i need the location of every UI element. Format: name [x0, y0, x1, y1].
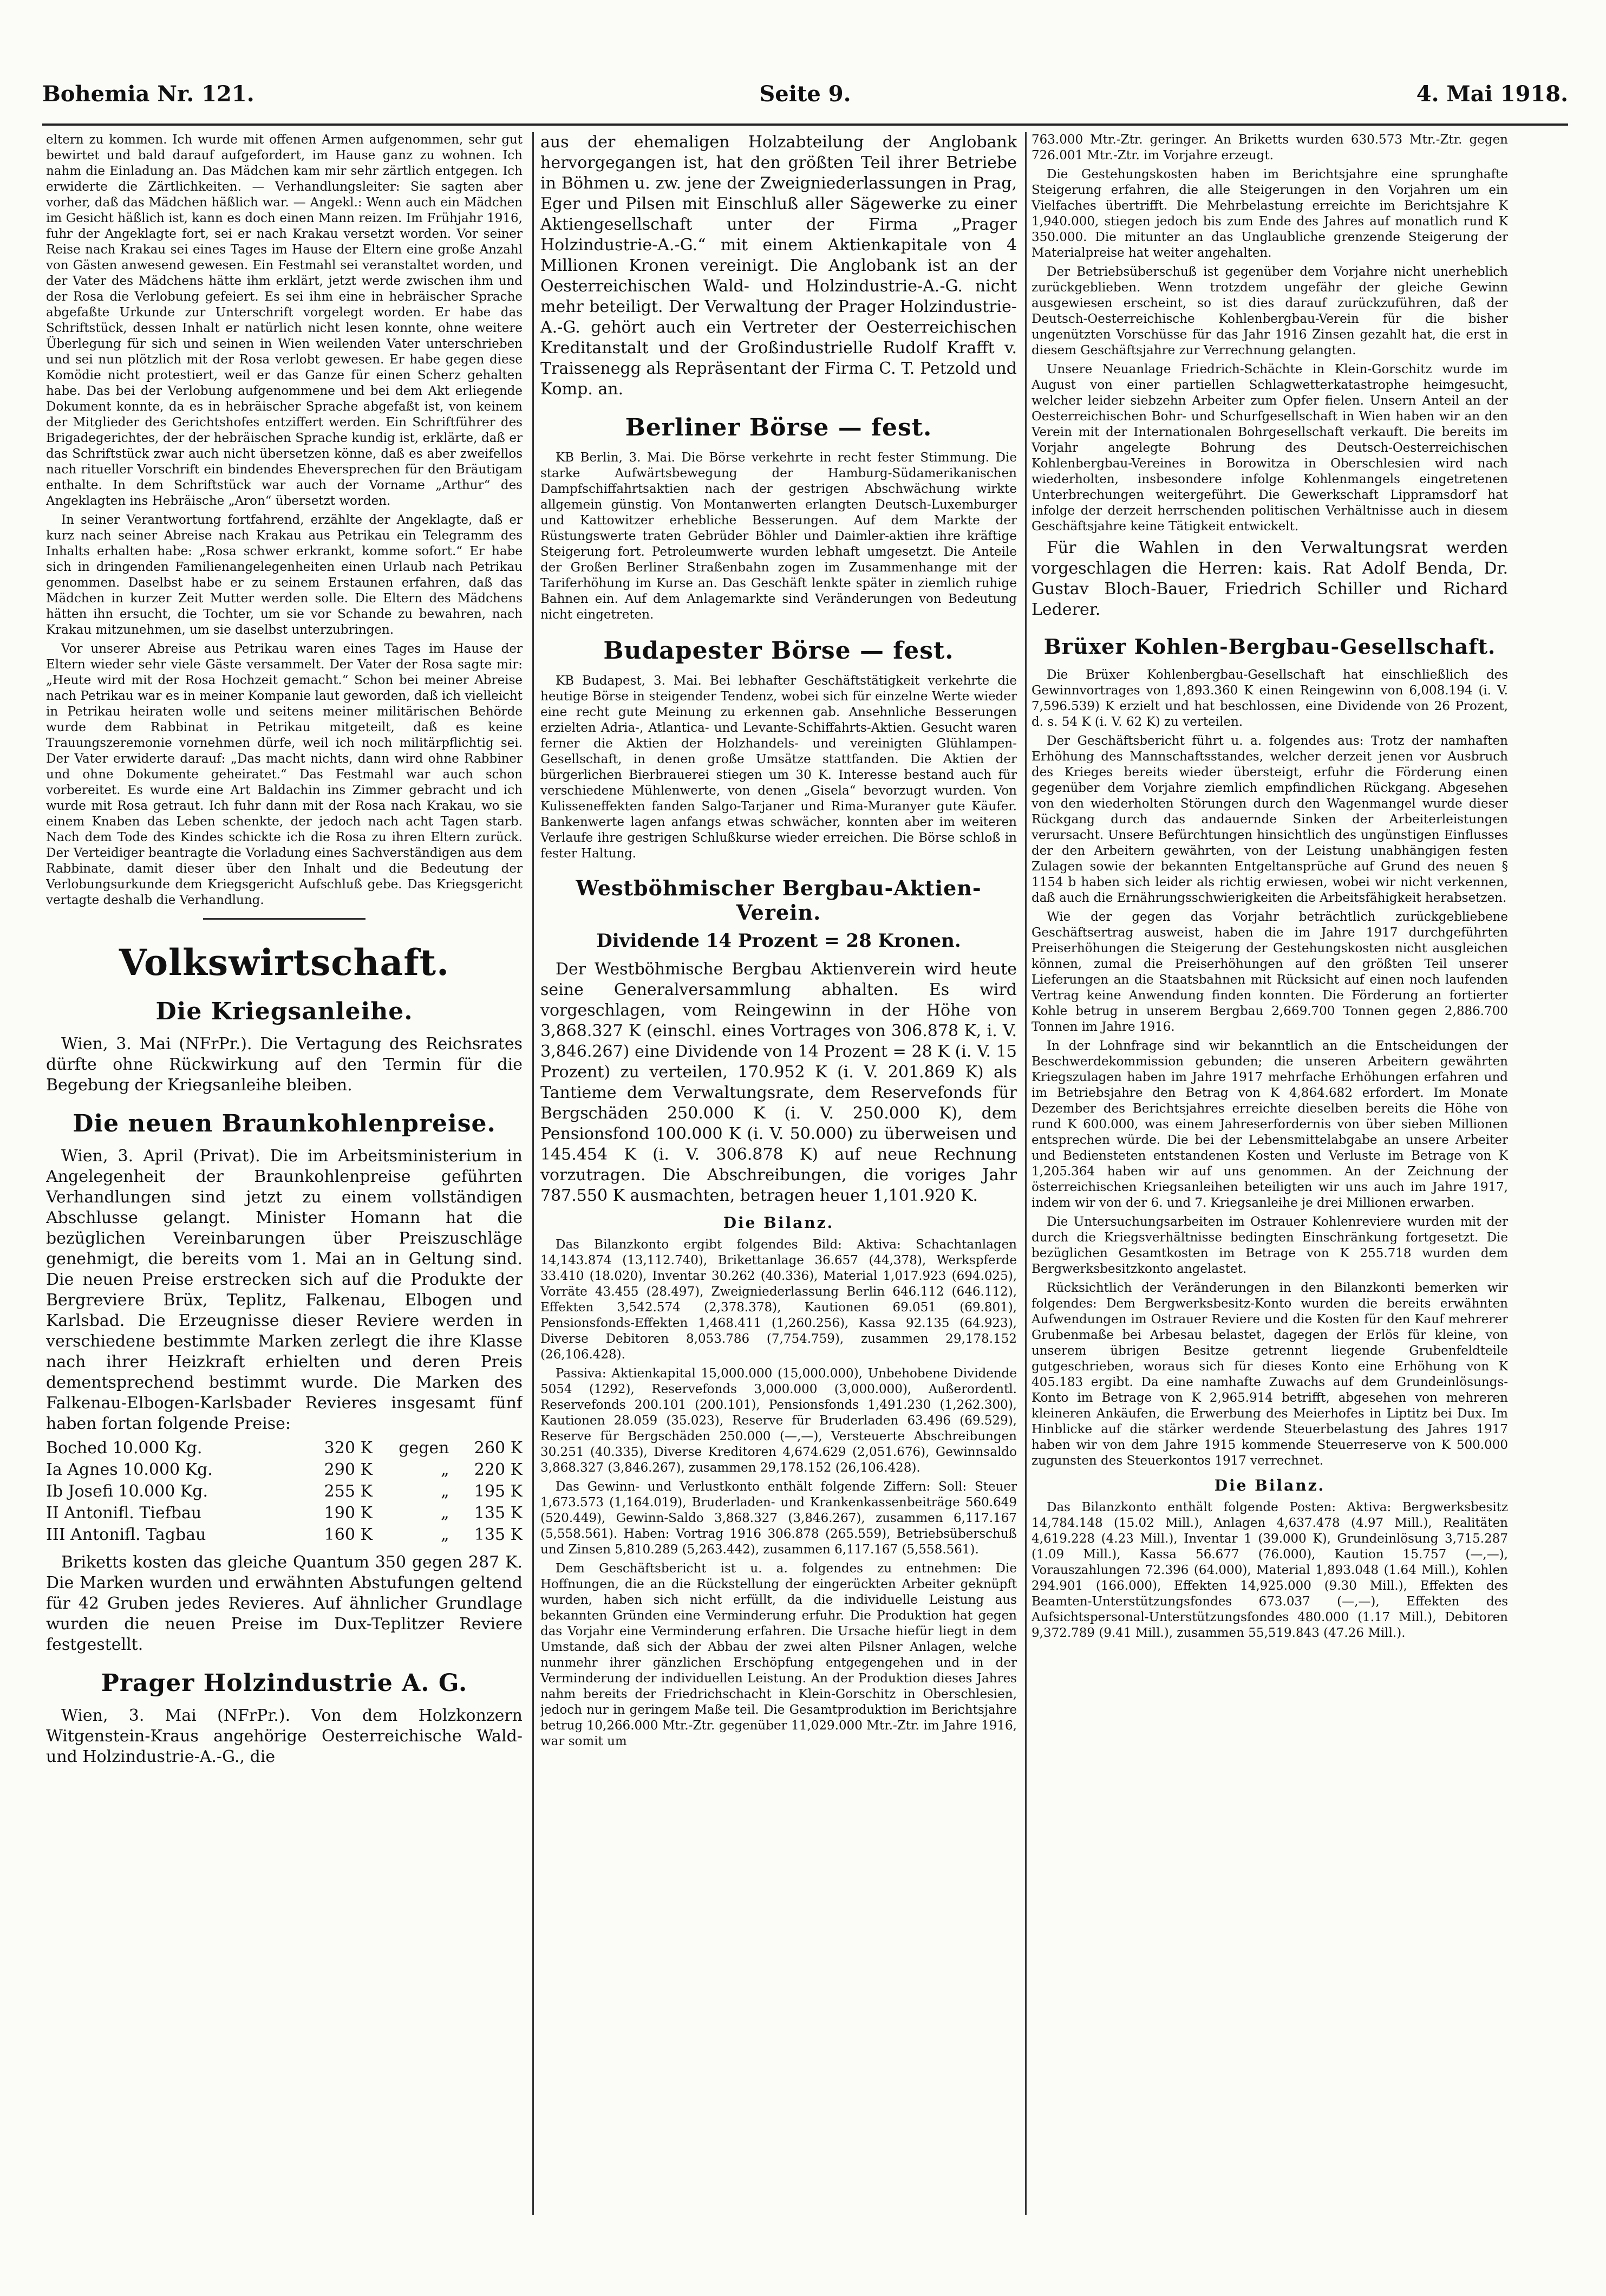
table-row	[46, 1438, 523, 1459]
article-subtitle: Die Bilanz.	[723, 1214, 834, 1232]
price-new: 290 K	[324, 1460, 373, 1479]
article-paragraph: Die Untersuchungsarbeiten im Ostrauer Kohlenreviere wurden mit der durch die Kriegsverhältnisse bedingten Einschränkung fortgesetzt. Die bezüglichen Gesamtkosten im Betrage von K 255.718 wurden dem Bergwerksbesitzkonto angelastet.	[1032, 1215, 1508, 1276]
article-headline: Westböhmischer Bergbau-Aktien-Verein.	[576, 876, 982, 925]
price-new: 255 K	[324, 1482, 373, 1501]
price-old: 135 K	[474, 1525, 523, 1544]
price-brand: III Antonifl. Tagbau	[46, 1525, 206, 1544]
article-paragraph: KB Berlin, 3. Mai. Die Börse verkehrte in recht fester Stimmung. Die starke Aufwärtsbewegung der Hamburg-Südamerikanischen Dampfschiffahrtsaktien nach der gestrigen Abschwächung wirkte allgemein günstig. Von Montanwerten erlangten Deutsch-Luxemburger und Kattowitzer erhebliche Besserungen. Auf dem Markte der Rüstungswerte traten Gebrüder Böhler und Daimler-aktien ihre kräftige Steigerung fort. Petroleumwerte wurden lebhaft umgesetzt. Die Anteile der Großen Berliner Straßenbahn zogen im Zusammenhange mit der Tariferhöhung im Kurse an. Das Geschäft lenkte später in ziemlich ruhige Bahnen ein. Auf dem Anlagemarkte sind Veränderungen von Bedeutung nicht eingetreten.	[540, 451, 1017, 622]
price-brand: Ia Agnes 10.000 Kg.	[46, 1460, 213, 1479]
article-paragraph: Dem Geschäftsbericht ist u. a. folgendes zu entnehmen: Die Hoffnungen, die an die Rückstellung der eingerückten Arbeiter geknüpft wurden, haben sich nicht erfüllt, da die individuelle Leistung aus bekannten Gründen eine Verminderung erfuhr. Die Produktion hat gegen das Vorjahr eine Verminderung erfahren. Die Ursache hiefür liegt in dem Umstande, daß sich der Abbau der zwei alten Pilsner Anlagen, welche nunmehr ihrer gänzlichen Erschöpfung entgegengehen und in der Verminderung der individuellen Leistung. An der Produktion dieses Jahres nahm bereits der Friedrichschacht in Klein-Gorschitz in Oberschlesien, jedoch nur in geringem Maße teil. Die Gesamtproduktion im Berichtsjahre betrug 10,266.000 Mtr.-Ztr. gegenüber 11,029.000 Mtr.-Ztr. im Jahre 1916, war somit um	[540, 1562, 1017, 1748]
article-paragraph: Der Betriebsüberschuß ist gegenüber dem Vorjahre nicht unerheblich zurückgeblieben. Wenn trotzdem ungefähr der gleiche Gewinn ausgewiesen erscheint, so ist dies darauf zurückzuführen, daß der Deutsch-Oesterreichische Kohlenbergbau-Verein für die bisher ungenützten Vorschüsse für das Jahr 1916 Zinsen gezahlt hat, die erst in diesem Geschäftsjahre zur Verrechnung gelangten.	[1032, 265, 1508, 357]
price-sep: „	[440, 1460, 449, 1479]
issue-date: 4. Mai 1918.	[1416, 81, 1568, 107]
header-rule	[42, 123, 1568, 126]
table-row	[46, 1459, 523, 1481]
article-paragraph: aus der ehemaligen Holzabteilung der Anglobank hervorgegangen ist, hat den größten Teil ihrer Betriebe in Böhmen u. zw. jene der Zweigniederlassungen in Prag, Eger und Pilsen mit Einschluß aller Sägewerke zu einer Aktiengesellschaft unter der Firma „Prager Holzindustrie-A.-G.“ mit einem Aktienkapitale von 4 Millionen Kronen vereinigt. Die Anglobank ist an der Oesterreichischen Wald- und Holzindustrie-A.-G. nicht mehr beteiligt. Der Verwaltung der Prager Holzindustrie-A.-G. gehört auch ein Vertreter der Oesterreichischen Kreditanstalt und der Großindustrielle Rudolf Krafft v. Traissenegg als Repräsentant der Firma C. T. Petzold und Komp. an.	[540, 133, 1017, 399]
divider	[203, 918, 365, 920]
article-paragraph: Unsere Neuanlage Friedrich-Schächte in Klein-Gorschitz wurde im August von einer partiellen Schlagwetterkatastrophe heimgesucht, welcher leider siebzehn Arbeiter zum Opfer fielen. Unsern Anteil an der Oesterreichischen Bohr- und Schurfgesellschaft in Wien haben wir an den Verein mit der Internationalen Bohrgesellschaft verkauft. Die bereits im Vorjahr angelegte Bohrung des Deutsch-Oesterreichischen Kohlenbergbau-Vereines in Borowitza in Oberschlesien wird nach wiederholten, insbesondere infolge Kohlenmangels eingetretenen Unterbrechungen weitergeführt. Die Gewerkschaft Lippramsdorf hat infolge der derzeit herrschenden politischen Verhältnisse auch in diesem Geschäftsjahre keine Tätigkeit entwickelt.	[1032, 362, 1508, 534]
article-paragraph: Das Gewinn- und Verlustkonto enthält folgende Ziffern: Soll: Steuer 1,673.573 (1,164.019), Bruderladen- und Krankenkassenbeiträge 560.649 (520.449), Gewinn-Saldo 3,868.327 (3,846.267), zusammen 6,117.167 (5,558.561). Haben: Vortrag 1916 306.878 (265.559), Betriebsüberschuß und Zinsen 5,810.289 (5,263.442), zusammen 6,117.167 (5,558.561).	[540, 1480, 1017, 1557]
article-paragraph: Die Brüxer Kohlenbergbau-Gesellschaft hat einschließlich des Gewinnvortrages von 1,893.360 K einen Reingewinn von 6,008.194 (i. V. 7,596.539) K erzielt und hat beschlossen, eine Dividende von 26 Prozent, d. s. 54 K (i. V. 62 K) zu verteilen.	[1032, 668, 1508, 729]
price-brand: II Antonifl. Tiefbau	[46, 1504, 202, 1523]
price-old: 260 K	[474, 1439, 523, 1458]
column-2	[540, 132, 1017, 2215]
price-sep: „	[440, 1525, 449, 1544]
article-headline: Berliner Börse — fest.	[625, 414, 932, 441]
article-paragraph: Für die Wahlen in den Verwaltungsrat werden vorgeschlagen die Herren: kais. Rat Adolf Benda, Dr. Gustav Bloch-Bauer, Friedrich Schiller und Richard Lederer.	[1032, 538, 1508, 619]
article-paragraph: Das Bilanzkonto ergibt folgendes Bild: Aktiva: Schachtanlagen 14,143.874 (13,112.740), Brikettanlage 36.657 (44,378), Werkspferde 33.410 (18.020), Inventar 30.262 (40.336), Material 1,017.923 (694.025), Vorräte 43.455 (28.497), Zweigniederlassung Berlin 646.112 (646.112), Effekten 3,542.574 (2,378.378), Kautionen 69.051 (69.801), Pensionsfonds-Effekten 1,468.411 (1,260.256), Kassa 92.135 (64.923), Diverse Debitoren 8,053.786 (7,754.759), zusammen 29,178.152 (26,106.428).	[540, 1238, 1017, 1362]
article-paragraph: Wien, 3. April (Privat). Die im Arbeitsministerium in Angelegenheit der Braunkohlenpreise geführten Verhandlungen sind jetzt zu einem vollständigen Abschlusse gelangt. Minister Homann hat die bezüglichen Vereinbarungen über Preiszuschläge genehmigt, die bereits vom 1. Mai an in Geltung sind. Die neuen Preise erstrecken sich auf die Produkte der Bergreviere Brüx, Teplitz, Falkenau, Elbogen und Karlsbad. Die Erzeugnisse dieser Reviere werden in verschiedene bestimmte Marken zerlegt die ihre Klasse nach ihrer Heizkraft erhielten und deren Preis dementsprechend bestimmt wurde. Die Marken des Falkenau-Elbogen-Karlsbader Revieres insgesamt fünf haben fortan folgende Preise:	[46, 1147, 523, 1433]
price-table	[46, 1438, 523, 1546]
article-headline: Brüxer Kohlen-Bergbau-Gesellschaft.	[1043, 634, 1496, 659]
article-paragraph: eltern zu kommen. Ich wurde mit offenen Armen aufgenommen, sehr gut bewirtet und bald darauf aufgefordert, im Hause ganz zu wohnen. Ich nahm die Einladung an. Das Mädchen kam mir sehr zärtlich entgegen. Ich erwiderte die Zärtlichkeiten. — Verhandlungsleiter: Sie sagten aber vorher, daß das Mädchen häßlich war. — Angekl.: Wenn auch ein Mädchen im Gesicht häßlich ist, kann es doch einen Mann reizen. Im Frühjahr 1916, fuhr der Angeklagte fort, sei er nach Krakau versetzt worden. Vor seiner Reise nach Krakau sei eines Tages im Hause der Eltern eine große Anzahl von Gästen anwesend gewesen. Ein Festmahl sei veranstaltet worden, und der Vater des Mädchens hätte ihm erklärt, jetzt werde zwischen ihm und der Rosa die Verlobung gefeiert. Es sei ihm eine in hebräischer Sprache abgefaßte Urkunde zur Unterschrift vorgelegt worden. Er habe das Schriftstück, dessen Inhalt er natürlich nicht lesen konnte, ohne weitere Überlegung für sich und seinen in Wien weilenden Vater unterschrieben und sei nun plötzlich mit der Rosa verlobt gewesen. Er habe gegen diese Komödie nicht protestiert, weil er das Ganze für einen Scherz gehalten habe. Das bei der Verlobung aufgenommene und bei dem Akt erliegende Dokument konnte, da es in hebräischer Sprache abgefaßt ist, von keinem der Mitglieder des Gerichtshofes entziffert werden. Ein Schriftführer des Brigadegerichtes, der der hebräischen Sprache kundig ist, erklärte, daß er das Schriftstück zwar auch nicht übersetzen könne, daß es aber zweifellos nach ritueller Vorschrift ein bindendes Eheversprechen für den Bräutigam enthalte. In dem Schriftstück war auch der Vorname „Arthur“ des Angeklagten ins Hebräische „Aron“ übersetzt worden.	[46, 133, 523, 508]
article-headline: Prager Holzindustrie A. G.	[101, 1669, 468, 1697]
table-row	[46, 1524, 523, 1546]
article-paragraph: KB Budapest, 3. Mai. Bei lebhafter Geschäftstätigkeit verkehrte die heutige Börse in steigender Tendenz, wobei sich für einzelne Werte wieder eine recht gute Meinung zu erkennen gab. Ansehnliche Besserungen erzielten Adria-, Atlantica- und Levante-Schiffahrts-Aktien. Gesucht waren ferner die Aktien der Holzhandels- und vereinigten Glühlampen-Gesellschaft, in denen große Umsätze stattfanden. Die Aktien der bürgerlichen Bierbrauerei stiegen um 30 K. Interesse bestand auch für verschiedene Mühlenwerte, von denen „Gisela“ bevorzugt wurden. Von Kulisseneffekten fanden Salgo-Tarjaner und Rima-Muranyer gute Käufer. Bankenwerte lagen anfangs etwas schwächer, konnten aber im weiteren Verlaufe ihre gestrigen Schlußkurse wieder erreichen. Die Börse schloß in fester Haltung.	[540, 674, 1017, 861]
article-subheadline: Dividende 14 Prozent = 28 Kronen.	[596, 930, 961, 952]
price-sep: gegen	[399, 1439, 449, 1458]
article-paragraph: In der Lohnfrage sind wir bekanntlich an die Entscheidungen der Beschwerdekommission gebunden; die unseren Arbeitern gewährten Kriegszulagen haben im Jahre 1917 mehrfache Erhöhungen erfahren und im Betriebsjahre den Betrag von K 4,864.682 erfordert. Im Monate Dezember des Berichtsjahres erreichte dieselben bereits die Höhe von rund K 600.000, was einem Jahreserfordernis von über sieben Millionen entsprechen würde. Die bei der Lebensmittelabgabe an unsere Arbeiter und Bediensteten entstandenen Kosten und Verluste im Betrage von K 1,205.364 haben wir auf uns genommen. An der Zeichnung der österreichischen Kriegsanleihen beteiligten wir uns auch im Jahre 1917, indem wir von der 6. und 7. Kriegsanleihe je drei Millionen erwarben.	[1032, 1039, 1508, 1210]
article-paragraph: 763.000 Mtr.-Ztr. geringer. An Briketts wurden 630.573 Mtr.-Ztr. gegen 726.001 Mtr.-Ztr. im Vorjahre erzeugt.	[1032, 133, 1508, 162]
article-subtitle: Die Bilanz.	[1214, 1477, 1326, 1494]
article-paragraph: Rücksichtlich der Veränderungen in den Bilanzkonti bemerken wir folgendes: Dem Bergwerksbesitz-Konto wurden die bereits erwähnten Aufwendungen im Ostrauer Reviere und die Kosten für den Kauf mehrerer Grubenmaße bei Arbesau belastet, dagegen der Erlös für kleine, von unserem übrigen Besitze getrennt liegende Grubenfeldteile gutgeschrieben, woraus sich für dieses Konto eine Erhöhung von K 405.183 ergibt. Da eine namhafte Zuwachs auf dem Grundeinlösungs-Konto im Betrage von K 2,965.914 betrifft, abgesehen von mehreren kleineren Ankäufen, die Erwerbung des Meierhofes in Liptitz bei Dux. Im Hinblicke auf die stärker werdende Steuerbelastung des Jahres 1917 haben wir von dem Jahre 1915 kommende Steuerreserve von K 500.000 zugunsten des Steuerkontos 1917 verrechnet.	[1032, 1281, 1508, 1468]
price-new: 160 K	[324, 1525, 373, 1544]
article-paragraph: Briketts kosten das gleiche Quantum 350 gegen 287 K. Die Marken wurden und erwähnten Abstufungen geltend für 42 Gruben jedes Revieres. Auf ähnlicher Grundlage wurden die neuen Preise im Dux-Teplitzer Reviere festgestellt.	[46, 1553, 523, 1654]
price-new: 320 K	[324, 1439, 373, 1458]
article-paragraph: Die Gestehungskosten haben im Berichtsjahre eine sprunghafte Steigerung erfahren, die alle Steigerungen in den Vorjahren um ein Vielfaches übertrifft. Die Mehrbelastung erreichte im Berichtsjahre K 1,940.000, stiegen jedoch bis zum Ende des Jahres auf monatlich rund K 350.000. Die mitunter an das Unglaubliche grenzende Steigerung der Materialpreise hat weiter angehalten.	[1032, 167, 1508, 260]
price-old: 135 K	[474, 1504, 523, 1523]
table-row	[46, 1481, 523, 1503]
article-paragraph: In seiner Verantwortung fortfahrend, erzählte der Angeklagte, daß er kurz nach seiner Abreise nach Krakau aus Petrikau ein Telegramm des Inhalts erhalten habe: „Rosa schwer erkrankt, komme sofort.“ Er habe sich in dringenden Familienangelegenheiten einen Urlaub nach Petrikau genommen. Daselbst habe er zu seinem Erstaunen erfahren, daß das Mädchen in kurzer Zeit Mutter werden solle. Die Eltern des Mädchens hätten ihn ersucht, die Tochter, um sie vor Schande zu bewahren, nach Krakau mitzunehmen, um sie daselbst unterzubringen.	[46, 513, 523, 637]
column-1	[46, 132, 523, 2215]
article-headline: Die neuen Braunkohlenpreise.	[73, 1110, 496, 1137]
article-paragraph: Passiva: Aktienkapital 15,000.000 (15,000.000), Unbehobene Dividende 5054 (1292), Reservefonds 3,000.000 (3,000.000), Außerordentl. Reservefonds 200.101 (200.101), Pensionsfonds 1,491.230 (1,262.300), Kautionen 28.059 (35.023), Reserve für Bruderladen 63.496 (69.529), Reserve für Bergschäden 250.000 (—,—), Versteuerte Abschreibungen 30.251 (40.335), Diverse Kreditoren 4,674.629 (2,051.676), Gewinnsaldo 3,868.327 (3,846.267), zusammen 29,178.152 (26,106.428).	[540, 1367, 1017, 1475]
column-separator	[532, 132, 534, 2215]
article-paragraph: Wien, 3. Mai (NFrPr.). Die Vertagung des Reichsrates dürfte ohne Rückwirkung auf den Termin für die Begebung der Kriegsanleihe bleiben.	[46, 1035, 523, 1095]
article-headline: Die Kriegsanleihe.	[155, 998, 413, 1025]
price-brand: Boched 10.000 Kg.	[46, 1439, 203, 1458]
section-title: Volkswirtschaft.	[119, 941, 450, 984]
price-sep: „	[440, 1482, 449, 1501]
column-3	[1032, 132, 1508, 2215]
price-sep: „	[440, 1504, 449, 1523]
price-old: 195 K	[474, 1482, 523, 1501]
article-paragraph: Vor unserer Abreise aus Petrikau waren eines Tages im Hause der Eltern wieder sehr viele Gäste versammelt. Der Vater der Rosa sagte mir: „Heute wird mit der Rosa Hochzeit gemacht.“ Schon bei meiner Abreise nach Petrikau war es in meiner Kompanie laut geworden, daß ich vielleicht in Petrikau heiraten wolle und seitens meiner militärischen Behörde wurde dem Rabbinat in Petrikau mitgeteilt, daß es keine Trauungszeremonie vornehmen dürfe, weil ich noch militärpflichtig sei. Der Vater erwiderte darauf: „Das macht nichts, dann wird ohne Rabbiner und ohne Dokumente geheiratet.“ Das Festmahl war auch schon vorbereitet. Es wurde eine Art Baldachin ins Zimmer gebracht und ich wurde mit Rosa getraut. Ich fuhr dann mit der Rosa nach Krakau, wo sie einem Knaben das Leben schenkte, der jedoch nach acht Tagen starb. Nach dem Tode des Kindes schickte ich die Rosa zu ihren Eltern zurück. Der Verteidiger beantragte die Vorladung eines Sachverständigen aus dem Rabbinate, damit dieser über den Inhalt und die Bedeutung der Verlobungsurkunde dem Kriegsgericht Aufschluß gebe. Das Kriegsgericht vertagte deshalb die Verhandlung.	[46, 642, 523, 907]
page-header	[42, 81, 1568, 119]
article-paragraph: Der Westböhmische Bergbau Aktienverein wird heute seine Generalversammlung abhalten. Es wird vorgeschlagen, vom Reingewinn in der Höhe von 3,868.327 K (einschl. eines Vortrages von 306.878 K, i. V. 3,846.267) eine Dividende von 14 Prozent = 28 K (i. V. 15 Prozent) zu verteilen, 170.952 K (i. V. 201.869 K) als Tantieme dem Verwaltungsrate, dem Reservefonds für Bergschäden 250.000 K (i. V. 250.000 K), dem Pensionsfond 100.000 K (i. V. 50.000) zu überweisen und 145.454 K (i. V. 306.878 K) auf neue Rechnung vorzutragen. Die Abschreibungen, die voriges Jahr 787.550 K ausmachten, betragen heuer 1,101.920 K.	[540, 960, 1017, 1205]
column-separator	[1025, 132, 1027, 2215]
article-paragraph: Das Bilanzkonto enthält folgende Posten: Aktiva: Bergwerksbesitz 14,784.148 (15.02 Mill.), Anlagen 4,637.478 (4.97 Mill.), Realitäten 4,619.228 (4.23 Mill.), Inventar 1 (39.000 K), Grundeinlösung 3,715.287 (1.09 Mill.), Kassa 56.677 (76.000), Kaution 15.757 (—,—), Vorauszahlungen 72.396 (64.000), Material 1,893.048 (1.64 Mill.), Kohlen 294.901 (166.000), Effekten 14,925.000 (9.30 Mill.), Effekten des Beamten-Unterstützungsfondes 673.037 (—,—), Effekten des Aufsichtspersonal-Unterstützungsfondes 480.000 (1.17 Mill.), Debitoren 9,372.789 (9.41 Mill.), zusammen 55,519.843 (47.26 Mill.).	[1032, 1500, 1508, 1640]
article-paragraph: Wie der gegen das Vorjahr beträchtlich zurückgebliebene Geschäftsertrag ausweist, haben die im Jahre 1917 durchgeführten Preiserhöhungen die Steigerung der Gestehungskosten nicht ausgleichen können, zumal die Preiserhöhungen auf den größten Teil unserer Lieferungen an die Staatsbahnen mit Rücksicht auf einen noch laufenden Vertrag keine Anwendung finden konnten. Die Förderung an fortierter Kohle betrug in unserem Bergbau 2,669.700 Tonnen gegen 2,886.700 Tonnen im Jahre 1916.	[1032, 910, 1508, 1034]
price-brand: Ib Josefi 10.000 Kg.	[46, 1482, 208, 1501]
price-old: 220 K	[474, 1460, 523, 1479]
table-row	[46, 1503, 523, 1524]
page-number: Seite 9.	[759, 81, 851, 107]
article-headline: Budapester Börse — fest.	[603, 637, 954, 665]
paper-issue: Bohemia Nr. 121.	[42, 81, 254, 107]
price-new: 190 K	[324, 1504, 373, 1523]
article-paragraph: Der Geschäftsbericht führt u. a. folgendes aus: Trotz der namhaften Erhöhung des Mannschaftsstandes, welcher derzeit jenen vor Ausbruch des Krieges bereits wieder übersteigt, erfuhr die Förderung einen gegenüber dem Vorjahre ziemlich empfindlichen Rückgang. Abgesehen von den wiederholten Störungen durch den Wagenmangel wurde dieser Rückgang durch das andauernde Sinken der Arbeiterleistungen verursacht. Unsere Befürchtungen hinsichtlich des ungünstigen Einflusses der den Arbeitern gewährten, von der Leistung unabhängigen festen Zulagen sowie der bekannten Entgeltansprüche auf Grund des neuen § 1154 b haben sich leider als richtig erwiesen, wobei wir nicht verkennen, daß auch die Ernährungsschwierigkeiten die Arbeitsfähigkeit herabsetzen.	[1032, 734, 1508, 905]
article-paragraph: Wien, 3. Mai (NFrPr.). Von dem Holzkonzern Witgenstein-Kraus angehörige Oesterreichische Wald- und Holzindustrie-A.-G., die	[46, 1706, 523, 1766]
